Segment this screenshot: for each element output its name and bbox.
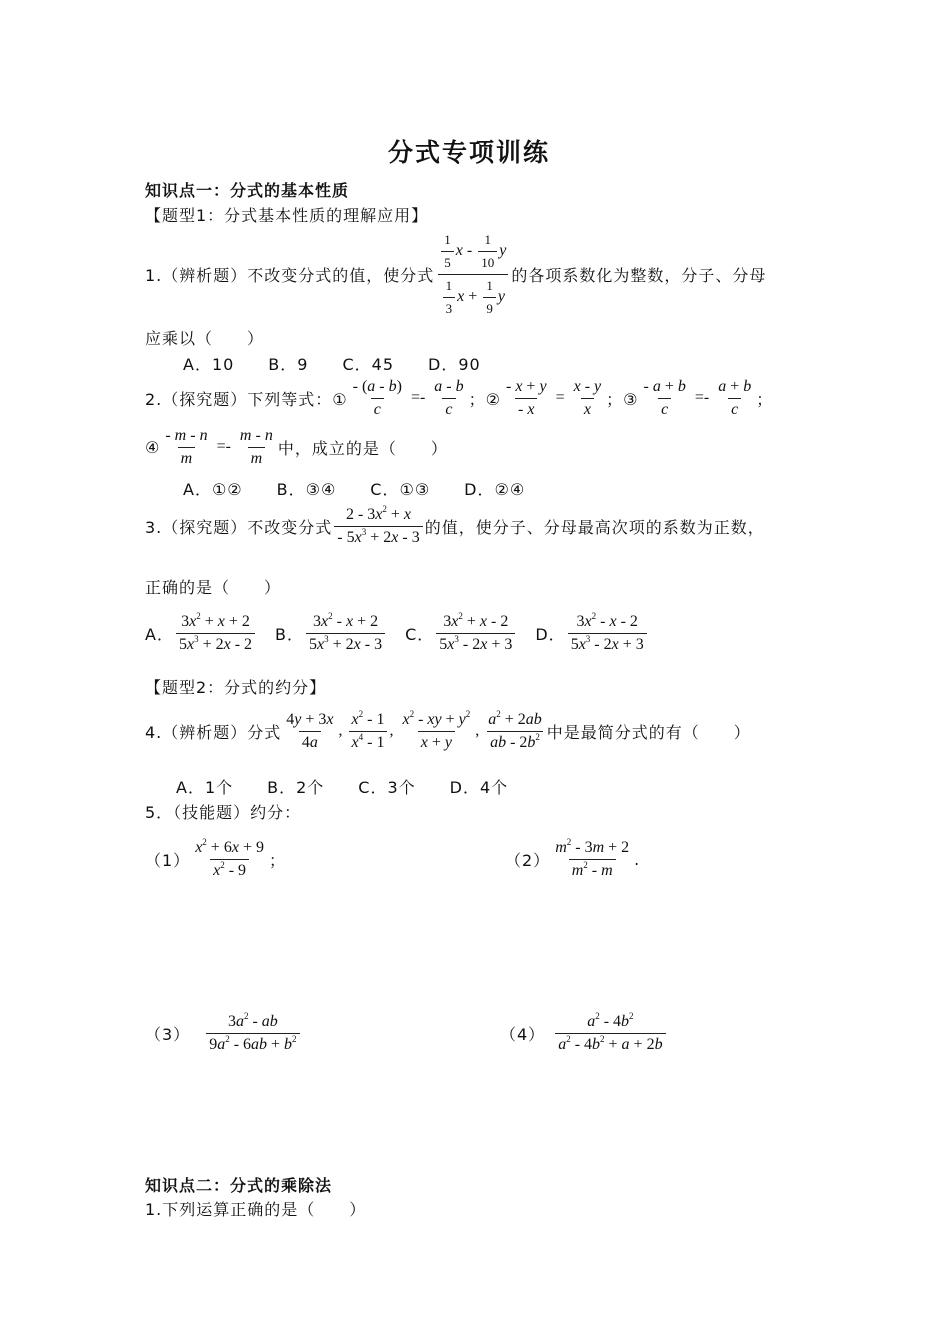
q2-eq3: $\frac{- a + b}{c}$ =- $\frac{a + b}{c}$ xyxy=(643,377,752,418)
q2-eq1: $\frac{- (a - b)}{c}$ =- $\frac{a - b}{c}$ xyxy=(352,377,464,418)
q5-part-2: （2） $\frac{m^2 - 3m + 2}{m^2 - m}$ . xyxy=(505,836,641,879)
q2-eq4: $\frac{- m - n}{m}$ =- $\frac{m - n}{m}$ xyxy=(165,426,273,467)
q5-part-4: （4） $\frac{a^2 - 4b^2}{a^2 - 4b^2 + a + 2b}$ xyxy=(500,1010,668,1056)
q3-option-d: $\frac{3x^2 - x - 2}{5x^3 - 2x + 3}$ xyxy=(566,613,649,654)
q5-part-1: （1） $\frac{x^2 + 6x + 9}{x^2 - 9}$ ； xyxy=(145,836,286,879)
question-type-1: 【题型1：分式基本性质的理解应用】 xyxy=(145,206,429,225)
q4-fractions: $\frac{4y + 3x}{4a}$ , $\frac{x^2 - 1}{x^4 - 1}$ , $\frac{x^2 - xy + y^2}{x + y}$ , $\frac{a^2 + 2ab}{ab - 2b^2}$ xyxy=(286,708,542,751)
page-title: 分式专项训练 xyxy=(388,138,551,167)
section2-question-1: 1.下列运算正确的是（ ） xyxy=(145,1200,367,1219)
q3-options: A． $\frac{3x^2 + x + 2}{5x^3 + 2x - 2}$ B． $\frac{3x^2 - x + 2}{5x^3 + 2x - 3}$ C． $\frac{3x^2 + x - 2}{5x^3 - 2x + 3}$ D． $\frac{3x^2 - x - 2}{5x^3 - 2x + 3}$ xyxy=(145,610,649,656)
q2-prefix: 2.（探究题）下列等式：① xyxy=(145,389,348,409)
q1-prefix: 1.（辨析题）不改变分式的值，使分式 xyxy=(145,265,435,285)
question-1 xyxy=(145,230,766,318)
question-type-2: 【题型2：分式的约分】 xyxy=(145,678,327,697)
q3-line2: 正确的是（ ） xyxy=(145,578,282,597)
question-2: 2.（探究题）下列等式：① $\frac{- (a - b)}{c}$ =- $\frac{a - b}{c}$ ；② $\frac{- x + y}{- x}$ = $\frac{x - y}{x}$ ；③ $\frac{- a + b}{c}$ =- $\frac{a + b}{c}$ ； xyxy=(145,377,774,418)
q5-label: 5．（技能题）约分： xyxy=(145,803,302,822)
q2-eq2: $\frac{- x + y}{- x}$ = $\frac{x - y}{x}$ xyxy=(505,377,602,418)
section-heading-2: 知识点二：分式的乘除法 xyxy=(145,1176,333,1195)
q3-option-c: $\frac{3x^2 + x - 2}{5x^3 - 2x + 3}$ xyxy=(434,613,517,654)
q3-option-a: $\frac{3x^2 + x + 2}{5x^3 + 2x - 2}$ xyxy=(174,613,257,654)
question-4: 4.（辨析题）分式 $\frac{4y + 3x}{4a}$ , $\frac{x^2 - 1}{x^4 - 1}$ , $\frac{x^2 - xy + y^2}{x + y}$ , $\frac{a^2 + 2ab}{ab - 2b^2}$ 中是最简分式的有（ ） xyxy=(145,708,751,751)
q1-line2: 应乘以（ ） xyxy=(145,329,265,348)
question-3: 3.（探究题）不改变分式 $\frac{2 - 3x^2 + x}{- 5x^3 + 2x - 3}$ 的值，使分子、分母最高次项的系数为正数， xyxy=(145,503,765,546)
q3-fraction: $\frac{2 - 3x^2 + x}{- 5x^3 + 2x - 3}$ xyxy=(332,506,424,547)
q3-option-b: $\frac{3x^2 - x + 2}{5x^3 + 2x - 3}$ xyxy=(304,613,387,654)
question-2-line2: ④ $\frac{- m - n}{m}$ =- $\frac{m - n}{m}$ 中，成立的是（ ） xyxy=(145,426,448,467)
q1-suffix: 的各项系数化为整数，分子、分母 xyxy=(511,265,767,285)
q4-options: A．1个 B．2个 C．3个 D．4个 xyxy=(176,778,509,797)
q1-options: A．10 B．9 C．45 D．90 xyxy=(183,355,481,374)
q1-fraction: $\frac{1}{5}$ x - $\frac{1}{10}$ y $\frac{1}{3}$ x + $\frac{1}{9}$ y xyxy=(434,231,511,318)
q5-part-3: （3） $\frac{3a^2 - ab}{9a^2 - 6ab + b^2}$ xyxy=(145,1010,302,1056)
q2-options: A．①② B．③④ C．①③ D．②④ xyxy=(183,480,526,499)
section-heading-1: 知识点一：分式的基本性质 xyxy=(145,181,350,200)
